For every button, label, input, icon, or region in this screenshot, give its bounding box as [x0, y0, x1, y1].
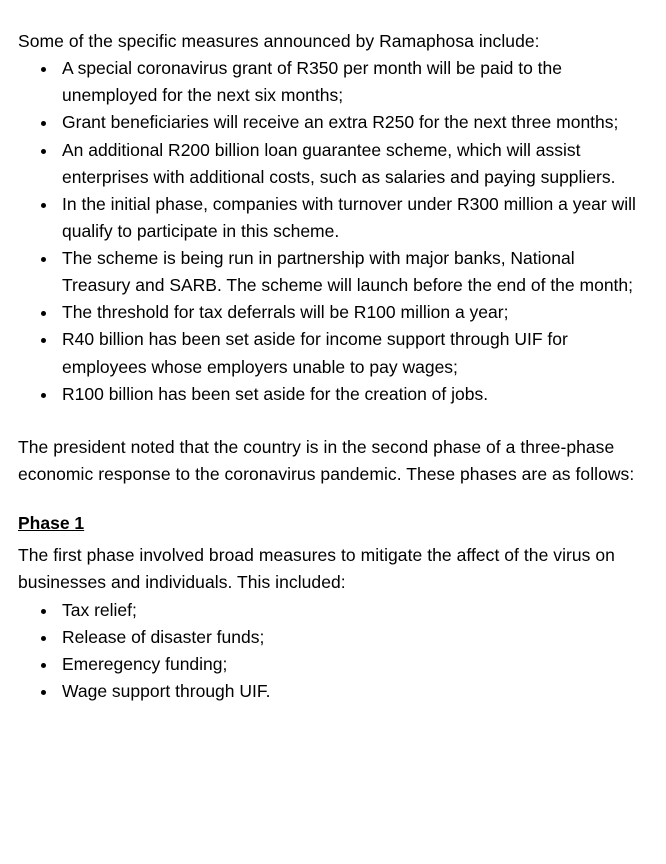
list-item: • The scheme is being run in partnership with major banks, National Treasury and SARB. The scheme will launch before the end of the month; — [58, 245, 644, 299]
phases-paragraph: The president noted that the country is in the second phase of a three-phase economic response to the coronavirus pandemic. These phases are as follows: — [18, 436, 635, 484]
measures-list — [18, 55, 644, 408]
list-item: • Tax relief; — [58, 597, 644, 624]
list-item: • In the initial phase, companies with turnover under R300 million a year will qualify to participate in this scheme. — [58, 191, 644, 245]
list-item: • Grant beneficiaries will receive an extra R250 for the next three months; — [58, 109, 644, 136]
phase-intro-paragraph: The first phase involved broad measures to mitigate the affect of the virus on businesses and individuals. This included: — [18, 545, 615, 593]
list-item: • Wage support through UIF. — [58, 678, 644, 705]
list-item: • Emeregency funding; — [58, 651, 644, 678]
list-item: • R100 billion has been set aside for the creation of jobs. — [58, 381, 644, 408]
phase-heading: Phase 1 — [18, 513, 85, 533]
list-item: • The threshold for tax deferrals will be R100 million a year; — [58, 299, 644, 326]
list-item: • An additional R200 billion loan guarantee scheme, which will assist enterprises with additional costs, such as salaries and paying suppliers. — [58, 137, 644, 191]
spacer — [18, 488, 644, 510]
intro-paragraph: Some of the specific measures announced by Ramaphosa include: — [18, 31, 540, 51]
phase-items-list — [18, 597, 644, 706]
list-item: • Release of disaster funds; — [58, 624, 644, 651]
list-item: • A special coronavirus grant of R350 per month will be paid to the unemployed for the next six months; — [58, 55, 644, 109]
spacer — [18, 408, 644, 434]
list-item: • R40 billion has been set aside for income support through UIF for employees whose employers unable to pay wages; — [58, 326, 644, 380]
